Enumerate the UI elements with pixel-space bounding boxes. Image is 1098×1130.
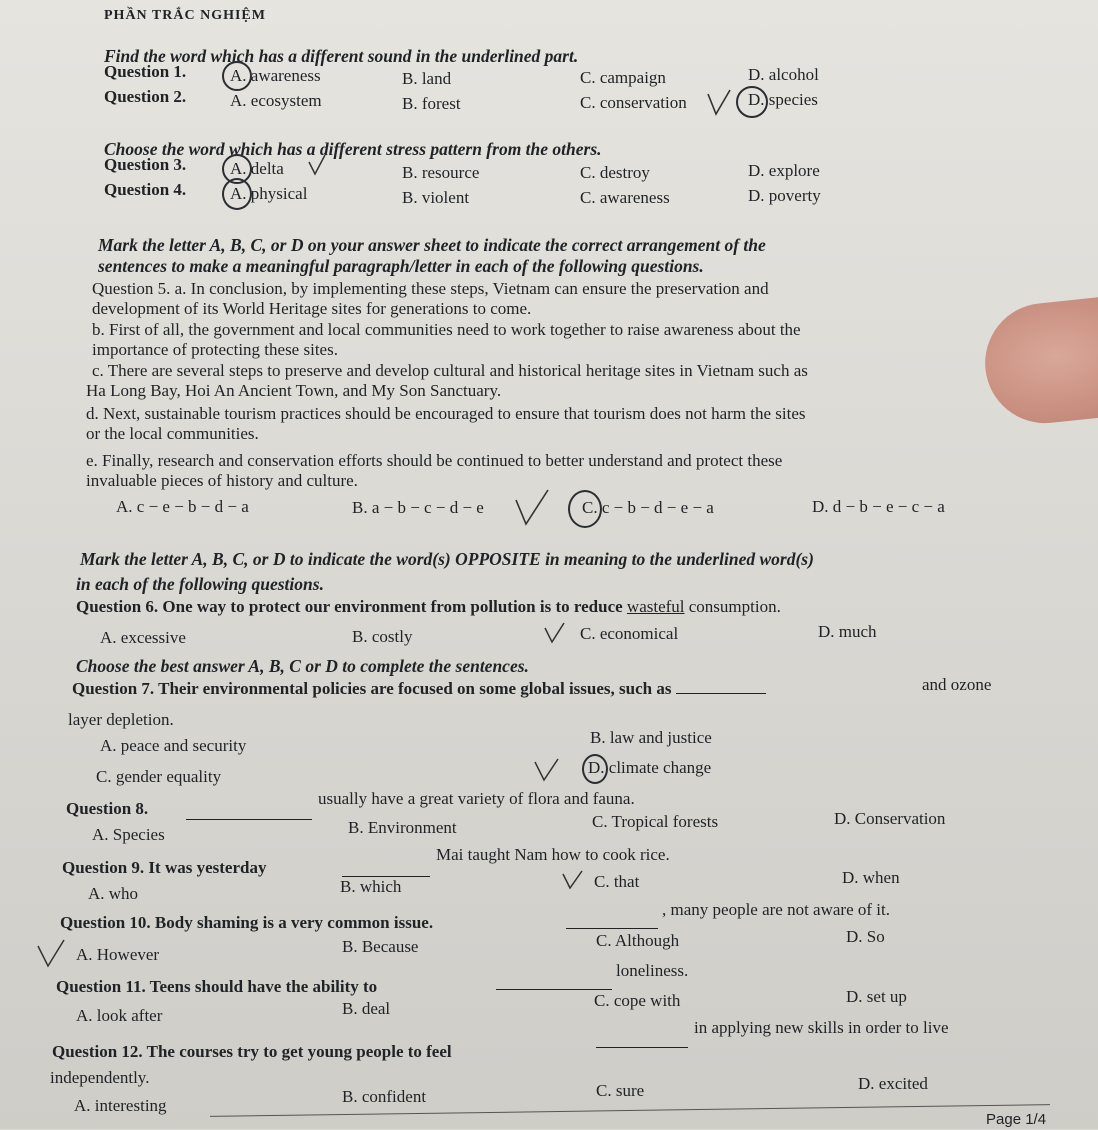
q5-line-1: Question 5. a. In conclusion, by implementing these steps, Vietnam can ensure the preservation and <box>92 279 769 298</box>
q6-stem <box>76 597 781 617</box>
q11-stem: Question 11. Teens should have the ability to <box>56 977 378 996</box>
q1-option-b: B. land <box>402 69 452 88</box>
q10-option-c: C. Although <box>596 931 680 950</box>
q8-blank <box>186 805 312 820</box>
page-number: Page 1/4 <box>986 1111 1047 1128</box>
q10-option-d: D. So <box>846 927 885 946</box>
q7-stem-text: Question 7. Their environmental policies are focused on some global issues, such as <box>72 679 672 698</box>
answer-circle-mark <box>222 178 252 210</box>
q1-option-c: C. campaign <box>580 68 666 87</box>
q12-stem: Question 12. The courses try to get young people to feel <box>52 1042 452 1061</box>
q6-stem-end: consumption. <box>684 597 781 616</box>
q8-stem: usually have a great variety of flora and fauna. <box>318 789 635 808</box>
q1-label: Question 1. <box>104 62 187 81</box>
q5-line-3: b. First of all, the government and local communities need to work together to raise awareness about the <box>92 320 801 339</box>
q6-option-a: A. excessive <box>100 628 186 647</box>
instruction-sound: Find the word which has a different sound in the underlined part. <box>104 46 579 66</box>
instruction-arrangement-1: Mark the letter A, B, C, or D on your answer sheet to indicate the correct arrangement of the <box>98 235 766 255</box>
q6-underlined-word: wasteful <box>626 597 685 616</box>
q9-blank <box>342 862 430 877</box>
instruction-opposite-2: in each of the following questions. <box>76 574 324 594</box>
q1-option-d: D. alcohol <box>748 65 819 84</box>
q3-option-d: D. explore <box>748 161 820 180</box>
q5-line-9: e. Finally, research and conservation efforts should be continued to better understand and protect these <box>86 451 783 470</box>
q12-option-a: A. interesting <box>74 1096 167 1115</box>
answer-circle-mark <box>582 754 608 784</box>
q12-blank <box>596 1033 688 1048</box>
q10-stem: Question 10. Body shaming is a very common issue. <box>60 913 434 932</box>
instruction-opposite-1: Mark the letter A, B, C, or D to indicate the word(s) OPPOSITE in meaning to the underlined word(s) <box>80 549 814 569</box>
q9-option-d: D. when <box>842 868 900 887</box>
q2-option-d: D. species <box>748 90 818 109</box>
q3-option-b: B. resource <box>402 163 480 182</box>
q4-option-a: A. physical <box>230 184 308 203</box>
q9-option-a: A. who <box>88 884 139 903</box>
q2-label: Question 2. <box>104 87 187 106</box>
q4-label: Question 4. <box>104 180 187 199</box>
q7-stem-line2: layer depletion. <box>68 710 174 729</box>
tick-mark-icon <box>532 756 562 784</box>
tick-mark-icon <box>542 620 568 646</box>
tick-mark-icon <box>306 152 328 178</box>
q12-option-c: C. sure <box>596 1081 645 1100</box>
q5-line-8: or the local communities. <box>86 424 259 443</box>
answer-circle-mark <box>736 86 768 118</box>
q2-option-b: B. forest <box>402 94 461 113</box>
q4-option-b: B. violent <box>402 188 470 207</box>
q5-line-5: c. There are several steps to preserve and develop cultural and historical heritage sites in Vietnam such as <box>92 361 808 380</box>
tick-mark-icon <box>560 868 586 892</box>
q8-option-b: B. Environment <box>348 818 457 837</box>
q7-option-c: C. gender equality <box>96 767 222 786</box>
q4-option-d: D. poverty <box>748 186 821 205</box>
instruction-stress: Choose the word which has a different stress pattern from the others. <box>104 139 602 159</box>
q10-option-b: B. Because <box>342 937 419 956</box>
q12-option-b: B. confident <box>342 1087 427 1106</box>
tick-mark-icon <box>34 936 68 970</box>
q11-option-a: A. look after <box>76 1006 163 1025</box>
q7-option-b: B. law and justice <box>590 728 712 747</box>
q2-option-c: C. conservation <box>580 93 687 112</box>
section-heading: PHẦN TRẮC NGHIỆM <box>104 8 266 23</box>
q6-stem-start: Question 6. One way to protect our environment from pollution is to reduce <box>76 597 627 616</box>
answer-circle-mark <box>568 490 602 528</box>
instruction-best-answer: Choose the best answer A, B, C or D to complete the sentences. <box>76 656 529 676</box>
q5-option-a: A. c − e − b − d − a <box>116 497 249 516</box>
q11-blank <box>496 975 612 990</box>
q5-option-c: C. c − b − d − e − a <box>582 498 714 517</box>
q7-blank <box>676 679 766 694</box>
q5-option-d: D. d − b − e − c − a <box>812 497 945 516</box>
q9-option-c: C. that <box>594 872 640 891</box>
q5-line-2: development of its World Heritage sites for generations to come. <box>92 299 532 318</box>
q5-line-6: Ha Long Bay, Hoi An Ancient Town, and My Son Sanctuary. <box>86 381 502 400</box>
answer-circle-mark <box>222 61 252 91</box>
q3-option-a: A. delta <box>230 159 284 178</box>
q1-option-a: A. awareness <box>230 66 321 85</box>
q5-option-b: B. a − b − c − d − e <box>352 498 484 517</box>
q8-option-a: A. Species <box>92 825 165 844</box>
q7-stem-end: and ozone <box>922 675 992 694</box>
q12-stem-end: in applying new skills in order to live <box>694 1018 949 1037</box>
q4-option-c: C. awareness <box>580 188 670 207</box>
q9-stem-end: Mai taught Nam how to cook rice. <box>436 845 670 864</box>
tick-mark-icon <box>704 88 734 118</box>
q10-blank <box>566 914 658 929</box>
q11-option-b: B. deal <box>342 999 391 1018</box>
q7-option-a: A. peace and security <box>100 736 247 755</box>
q6-option-d: D. much <box>818 622 877 641</box>
q9-option-b: B. which <box>340 877 402 896</box>
tick-mark-icon <box>512 486 552 528</box>
q8-option-d: D. Conservation <box>834 809 946 828</box>
q10-option-a: A. However <box>76 945 160 964</box>
q3-label: Question 3. <box>104 155 187 174</box>
q12-option-d: D. excited <box>858 1074 928 1093</box>
q6-option-c: C. economical <box>580 624 679 643</box>
q11-option-d: D. set up <box>846 987 907 1006</box>
q5-line-10: invaluable pieces of history and culture. <box>86 471 358 490</box>
q7-stem <box>72 679 766 699</box>
q10-stem-end: , many people are not aware of it. <box>662 900 890 919</box>
q8-option-c: C. Tropical forests <box>592 812 719 831</box>
q3-option-c: C. destroy <box>580 163 650 182</box>
q12-stem-line2: independently. <box>50 1068 150 1087</box>
instruction-arrangement-2: sentences to make a meaningful paragraph/letter in each of the following questions. <box>98 256 704 276</box>
q9-stem: Question 9. It was yesterday <box>62 858 267 877</box>
q11-stem-end: loneliness. <box>616 961 689 980</box>
q5-line-7: d. Next, sustainable tourism practices should be encouraged to ensure that tourism does not harm the sites <box>86 404 806 423</box>
q8-label: Question 8. <box>66 799 149 818</box>
q11-option-c: C. cope with <box>594 991 681 1010</box>
q5-line-4: importance of protecting these sites. <box>92 340 338 359</box>
q2-option-a: A. ecosystem <box>230 91 322 110</box>
q7-option-d: D. climate change <box>588 758 712 777</box>
q6-option-b: B. costly <box>352 627 413 646</box>
